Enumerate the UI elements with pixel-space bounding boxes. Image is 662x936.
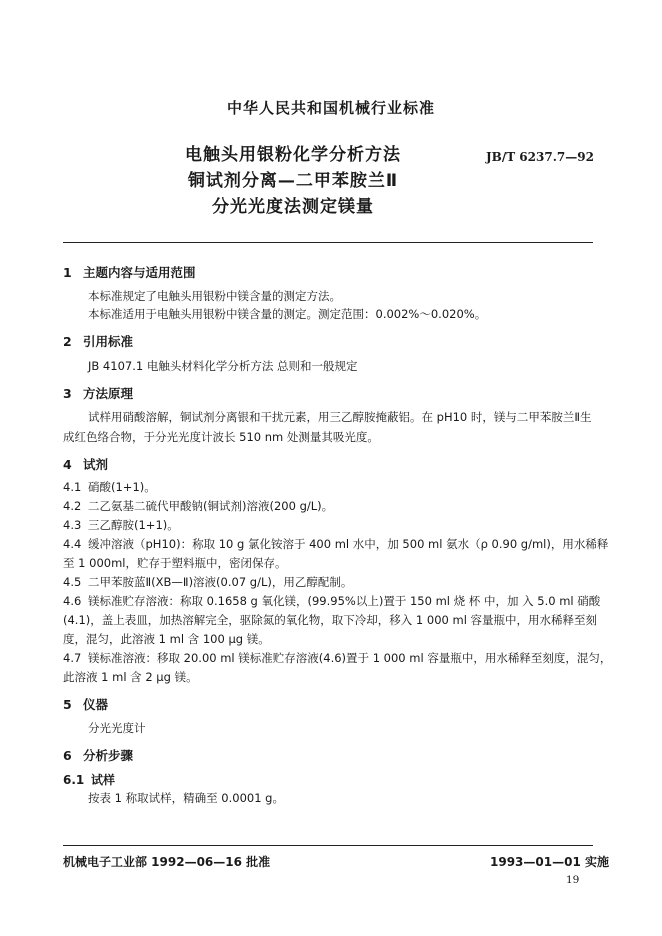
reagent-4-4-cont-1: 至 1 000ml，贮存于塑料瓶中，密闭保存。 [63, 556, 287, 570]
reagent-number: 4.6 [63, 594, 82, 608]
section-5-number: 5 [63, 697, 72, 712]
subsection-6-1-title: 试样 [91, 773, 116, 787]
section-2-heading [63, 332, 133, 350]
reagent-text: 镁标准贮存溶液：称取 0.1658 g 氧化镁，(99.95%以上)置于 150 ml 烧 杯 中，加 入 5.0 ml 硝酸 [88, 594, 601, 608]
section-1-heading [63, 263, 196, 281]
reagent-number: 4.2 [63, 499, 82, 513]
header-divider [63, 242, 593, 243]
reagent-text: 缓冲溶液（pH10)：称取 10 g 氯化铵溶于 400 ml 水中，加 500 ml 氨水（ρ 0.90 g/ml)，用水稀释 [88, 537, 609, 551]
reagent-4-1 [63, 479, 156, 495]
section-4-heading [63, 455, 108, 473]
reagent-4-2 [63, 498, 333, 514]
reagent-text: 二甲苯胺蓝Ⅱ(XB—Ⅱ)溶液(0.07 g/L)，用乙醇配制。 [88, 575, 353, 589]
subsection-6-1-number: 6.1 [63, 773, 85, 787]
doc-title-line-1: 电触头用银粉化学分析方法 [185, 145, 401, 165]
doc-title-line-2: 铜试剂分离—二甲苯胺兰Ⅱ [187, 171, 399, 191]
reagent-4-6 [63, 593, 600, 609]
section-6-heading [63, 746, 133, 764]
section-3-line-1: 试样用硝酸溶解，铜试剂分离银和干扰元素，用三乙醇胺掩蔽铝。在 pH10 时，镁与二甲苯胺兰Ⅱ生 [88, 410, 592, 424]
reagent-4-5 [63, 574, 352, 590]
footer-divider [63, 845, 593, 846]
reagent-4-3 [63, 517, 179, 533]
section-3-heading [63, 384, 133, 402]
section-4-number: 4 [63, 457, 72, 472]
section-6-line-1: 按表 1 称取试样，精确至 0.0001 g。 [88, 791, 284, 805]
section-6-number: 6 [63, 748, 72, 763]
org-standard-heading: 中华人民共和国机械行业标准 [226, 99, 435, 117]
section-1-line-1: 本标准规定了电触头用银粉中镁含量的测定方法。 [88, 289, 341, 303]
section-3-line-2: 成红色络合物，于分光光度计波长 510 nm 处测量其吸光度。 [63, 430, 379, 444]
reagent-4-6-cont-2: 度，混匀，此溶液 1 ml 含 100 μg 镁。 [63, 632, 270, 646]
section-1-line-2: 本标准适用于电触头用银粉中镁含量的测定。测定范围：0.002%～0.020%。 [88, 307, 487, 321]
section-5-heading [63, 695, 108, 713]
reagent-text: 三乙醇胺(1+1)。 [88, 518, 179, 532]
section-1-title: 主题内容与适用范围 [83, 265, 196, 280]
reagent-4-7-cont-1: 此溶液 1 ml 含 2 μg 镁。 [63, 670, 198, 684]
reagent-4-4 [63, 536, 608, 552]
implementation-date: 1993—01—01 实施 [490, 855, 609, 869]
page-number: 19 [566, 874, 580, 886]
standard-number: JB/T 6237.7—92 [486, 150, 594, 164]
section-3-title: 方法原理 [83, 386, 134, 401]
reagent-4-7 [63, 650, 611, 666]
section-5-line-1: 分光光度计 [88, 721, 146, 735]
subsection-6-1-heading [63, 771, 115, 788]
reagent-number: 4.1 [63, 480, 82, 494]
reagent-number: 4.5 [63, 575, 82, 589]
section-1-number: 1 [63, 265, 72, 280]
section-6-title: 分析步骤 [83, 748, 134, 763]
reagent-number: 4.7 [63, 651, 82, 665]
approval-date: 机械电子工业部 1992—06—16 批准 [63, 855, 271, 869]
reagent-number: 4.3 [63, 518, 82, 532]
reagent-number: 4.4 [63, 537, 82, 551]
reagent-4-6-cont-1: (4.1)，盖上表皿，加热溶解完全，驱除氮的氧化物，取下冷却，移入 1 000 ml 容量瓶中，用水稀释至刻 [63, 613, 598, 627]
section-2-title: 引用标准 [83, 334, 134, 349]
section-2-number: 2 [63, 334, 72, 349]
reagent-text: 二乙氨基二硫代甲酸钠(铜试剂)溶液(200 g/L)。 [88, 499, 334, 513]
section-3-number: 3 [63, 386, 72, 401]
doc-title-line-3: 分光光度法测定镁量 [212, 197, 374, 217]
reagent-text: 镁标准溶液：移取 20.00 ml 镁标准贮存溶液(4.6)置于 1 000 ml 容量瓶中，用水稀释至刻度，混匀， [88, 651, 612, 665]
section-5-title: 仪器 [83, 697, 109, 712]
section-4-title: 试剂 [83, 457, 109, 472]
section-2-reference: JB 4107.1 电触头材料化学分析方法 总则和一般规定 [88, 359, 358, 373]
reagent-text: 硝酸(1+1)。 [88, 480, 156, 494]
